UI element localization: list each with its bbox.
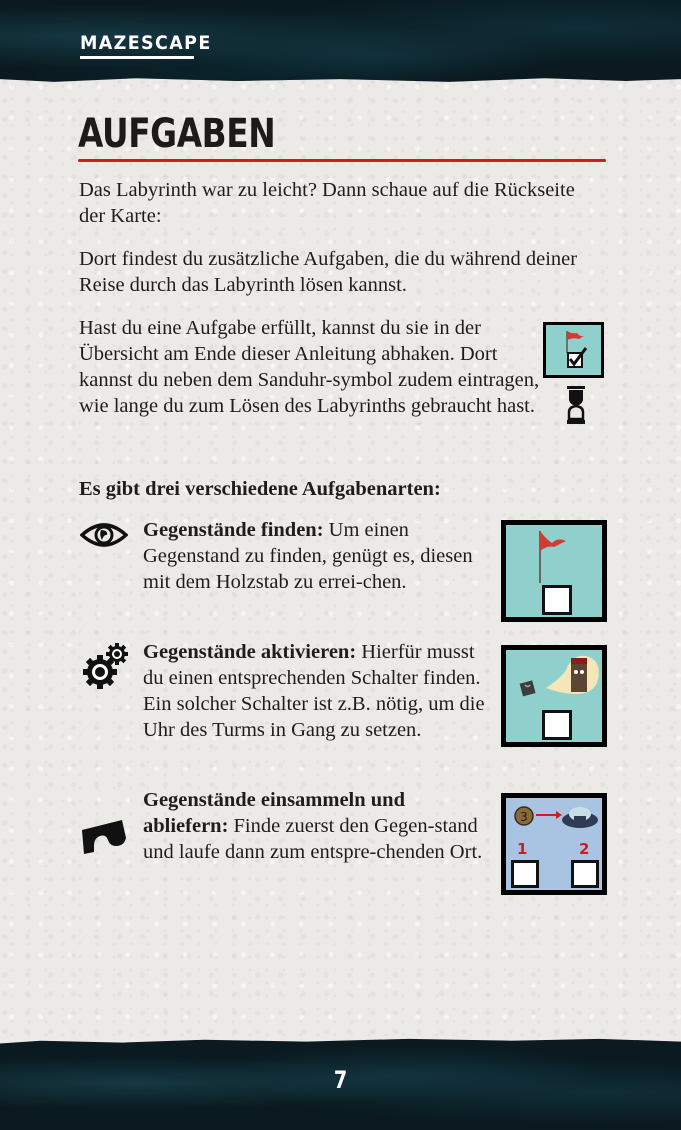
eye-icon	[80, 521, 128, 549]
task-find-text: Um einen Gegenstand zu finden, genügt es, diesen mit dem Holzstab zu errei-chen.	[143, 519, 473, 593]
task-find-items	[143, 517, 493, 595]
page-number: 7	[333, 1066, 348, 1094]
flag-card-icon	[501, 520, 607, 622]
hourglass-icon	[566, 385, 586, 425]
gears-icon	[80, 641, 130, 691]
check-square	[542, 710, 572, 740]
logo-text: MAZESCAPE	[80, 32, 212, 54]
logo	[80, 33, 223, 59]
logo-underline	[80, 56, 194, 59]
intro-paragraph-3: Hast du eine Aufgabe erfüllt, kannst du sie in der Übersicht am Ende dieser Anleitung abhaken. Dort kannst du neben dem Sanduhr-symbol zudem eintragen, wie lange du zum Lösen des Labyrinths gebraucht hast.	[79, 317, 540, 417]
task-collect-title: Gegenstände einsammeln und abliefern:	[143, 789, 405, 837]
coin-to-base-card-icon	[501, 793, 607, 895]
intro-paragraph-1: Das Labyrinth war zu leicht? Dann schaue auf die Rückseite der Karte:	[79, 179, 575, 227]
task-activate-text: Hierfür musst du einen entsprechenden Schalter finden. Ein solcher Schalter ist z.B. nötig, um die Uhr des Turms in Gang zu setzen.	[143, 641, 485, 741]
intro-paragraph-2: Dort findest du zusätzliche Aufgaben, die du während deiner Reise durch das Labyrinth lösen kannst.	[79, 248, 578, 296]
page-title: AUFGABEN	[78, 111, 276, 157]
task-collect-deliver	[143, 787, 493, 865]
flag-checkbox-card-icon	[543, 322, 604, 378]
task-types-heading: Es gibt drei verschiedene Aufgabenarten:	[79, 478, 441, 500]
task-activate-title: Gegenstände aktivieren:	[143, 641, 357, 663]
slot-label-1: 1	[517, 840, 528, 858]
svg-text:3: 3	[520, 810, 528, 824]
check-square-1	[511, 860, 539, 888]
flag-icon	[546, 325, 601, 375]
task-collect-text: Finde zuerst den Gegen-stand und laufe dann zum entspre-chenden Ort.	[143, 815, 483, 863]
task-activate-items	[143, 639, 493, 743]
check-square-2	[571, 860, 599, 888]
title-rule	[78, 159, 606, 162]
task-find-title: Gegenstände finden:	[143, 519, 324, 541]
check-square	[542, 585, 572, 615]
switch-tower-card-icon	[501, 645, 607, 747]
hand-carry-icon	[80, 816, 128, 856]
slot-label-2: 2	[579, 840, 590, 858]
